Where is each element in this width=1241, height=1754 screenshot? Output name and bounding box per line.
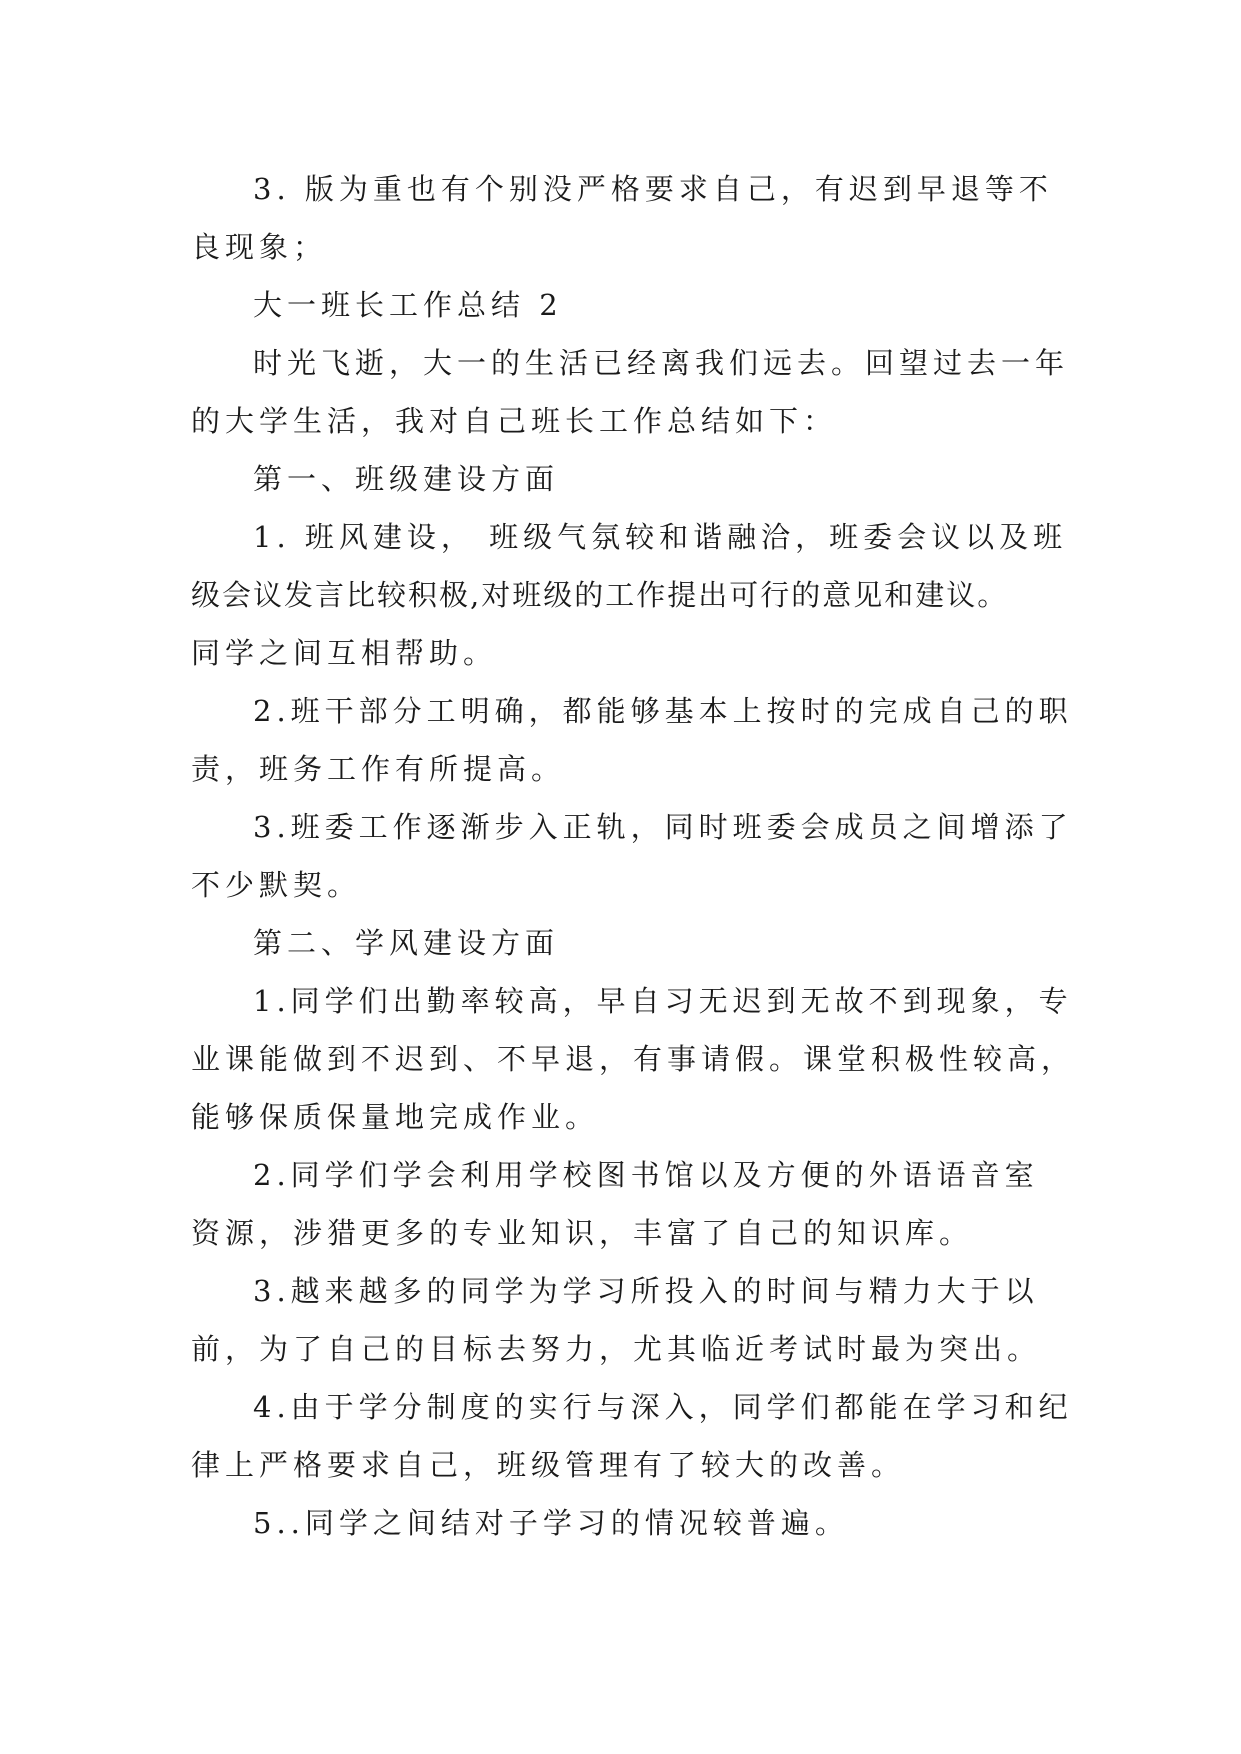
section-heading: 第一、班级建设方面 <box>253 462 560 496</box>
text-line: 时光飞逝，大一的生活已经离我们远去。回望过去一年 <box>253 346 1070 380</box>
text-line: 良现象； <box>191 230 328 264</box>
text-line: 2.同学们学会利用学校图书馆以及方便的外语语音室 <box>253 1158 1039 1192</box>
text-line: 业课能做到不迟到、不早退，有事请假。课堂积极性较高， <box>191 1042 1076 1076</box>
text-line: 1. 班风建设， 班级气氛较和谐融洽，班委会议以及班 <box>253 520 1068 554</box>
text-line: 3.班委工作逐渐步入正轨，同时班委会成员之间增添了 <box>253 810 1073 844</box>
text-line: 不少默契。 <box>191 868 362 902</box>
text-line: 级会议发言比较积极,对班级的工作提出可行的意见和建议。 <box>191 578 1009 612</box>
text-line: 2.班干部分工明确，都能够基本上按时的完成自己的职 <box>253 694 1073 728</box>
text-line: 的大学生活，我对自己班长工作总结如下： <box>191 404 838 438</box>
text-line: 3.越来越多的同学为学习所投入的时间与精力大于以 <box>253 1274 1039 1308</box>
text-line: 1.同学们出勤率较高，早自习无迟到无故不到现象，专 <box>253 984 1073 1018</box>
text-line: 律上严格要求自己，班级管理有了较大的改善。 <box>191 1448 906 1482</box>
text-line: 能够保质保量地完成作业。 <box>191 1100 600 1134</box>
text-line: 5..同学之间结对子学习的情况较普遍。 <box>253 1506 849 1540</box>
text-line: 4.由于学分制度的实行与深入，同学们都能在学习和纪 <box>253 1390 1073 1424</box>
text-line: 责，班务工作有所提高。 <box>191 752 566 786</box>
text-line: 资源，涉猎更多的专业知识，丰富了自己的知识库。 <box>191 1216 974 1250</box>
text-line: 3. 版为重也有个别没严格要求自己，有迟到早退等不 <box>253 172 1053 206</box>
document-body <box>191 160 1076 1552</box>
section-title: 大一班长工作总结 2 <box>253 288 563 322</box>
text-line: 同学之间互相帮助。 <box>191 636 498 670</box>
section-heading: 第二、学风建设方面 <box>253 926 560 960</box>
text-line: 前，为了自己的目标去努力，尤其临近考试时最为突出。 <box>191 1332 1042 1366</box>
